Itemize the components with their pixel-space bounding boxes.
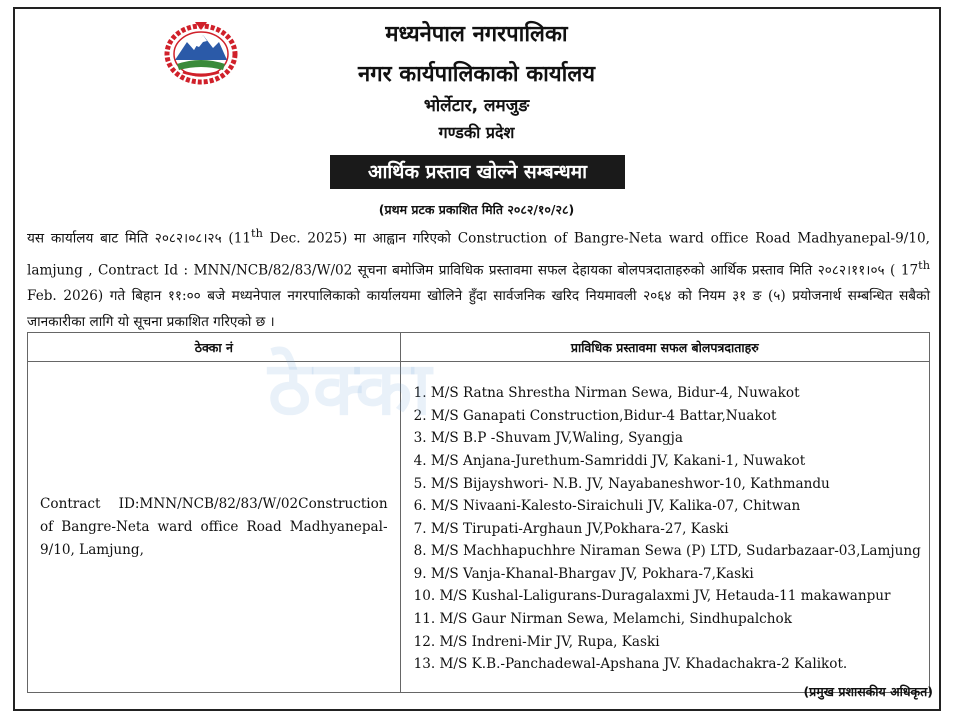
list-item: 6. M/S Nivaani-Kalesto-Siraichuli JV, Kalika-07, Chitwan [413, 498, 801, 515]
contract-id-cell: Contract ID:MNN/NCB/82/83/W/02Construction of Bangre-Neta ward office Road Madhyanepal-9/10, Lamjung, [28, 362, 401, 693]
table-header-row [28, 333, 930, 362]
list-item: 9. M/S Vanja-Khanal-Bhargav JV, Pokhara-7,Kaski [413, 565, 754, 582]
office-name: नगर कार्यपालिकाको कार्यालय [358, 62, 595, 87]
list-item: 4. M/S Anjana-Jurethum-Samriddi JV, Kakani-1, Nuwakot [413, 452, 806, 469]
successful-bidders-header: प्राविधिक प्रस्तावमा सफल बोलपत्रदाताहरु [400, 333, 929, 362]
list-item: 7. M/S Tirupati-Arghaun JV,Pokhara-27, Kaski [413, 520, 729, 537]
watermark-logo: ठेक्का [268, 346, 434, 432]
list-item: 12. M/S Indreni-Mir JV, Rupa, Kaski [413, 633, 660, 650]
bidders-table [27, 332, 930, 693]
notice-body-part-c: Feb. 2026) गते बिहान ११:०० बजे मध्यनेपाल नगरपालिकाको कार्यालयमा खोलिने हुँदा सार्वजनिक खरिद नियमावली २०६४ को नियम ३१ ङ (५) प्रयोजनार्थ सम्बन्धित सबैको जानकारीका लागि यो सूचना प्रकाशित गरिएको छ । [27, 288, 930, 331]
notice-body-part-a: यस कार्यालय बाट मिति २०८२।०८।२५ (11 [27, 230, 252, 247]
contract-no-header: ठेक्का नं [28, 333, 401, 362]
list-item: 2. M/S Ganapati Construction,Bidur-4 Battar,Nuakot [413, 407, 777, 424]
list-item: 5. M/S Bijayshwori- N.B. JV, Nayabaneshwor-10, Kathmandu [413, 475, 830, 492]
list-item: 13. M/S K.B.-Panchadewal-Apshana JV. Khadachakra-2 Kalikot. [413, 656, 848, 673]
list-item: 1. M/S Ratna Shrestha Nirman Sewa, Bidur-4, Nuwakot [413, 385, 800, 402]
province-name: गण्डकी प्रदेश [438, 123, 515, 142]
publication-date: (प्रथम प्रटक प्रकाशित मिति २०८२/१०/२८) [378, 202, 575, 217]
bidders-cell [400, 362, 929, 693]
list-item: 8. M/S Machhapuchhre Niraman Sewa (P) LTD, Sudarbazaar-03,Lamjung [413, 543, 921, 560]
bidders-list [402, 374, 928, 680]
list-item: 3. M/S B.P -Shuvam JV,Waling, Syangja [413, 430, 683, 447]
table-row [28, 362, 930, 693]
notice-body-sup-2: th [918, 257, 930, 272]
notice-body-sup-1: th [251, 226, 263, 240]
list-item: 11. M/S Gaur Nirman Sewa, Melamchi, Sindhupalchok [413, 611, 792, 628]
notice-body [27, 220, 930, 335]
notice-title: आर्थिक प्रस्ताव खोल्ने सम्बन्धमा [330, 155, 625, 189]
municipality-name: मध्यनेपाल नगरपालिका [385, 22, 568, 47]
signatory-title: (प्रमुख प्रशासकीय अधिकृत) [803, 684, 933, 699]
office-location: भोर्लेटार, लमजुङ [423, 96, 530, 116]
notice-body-part-b: Dec. 2025) मा आह्वान गरिएको Construction of Bangre-Neta ward office Road Madhyanepal-9/10, lamjung , Contract Id : MNN/NCB/82/83/W/02 सूचना बमोजिम प्राविधिक प्रस्तावमा सफल देहायका बोलपत्रदाताहरुको आर्थिक प्रस्ताव मिति २०८२।११।०५ ( 17 [27, 230, 930, 279]
list-item: 10. M/S Kushal-Laligurans-Duragalaxmi JV, Hetauda-11 makawanpur [413, 588, 891, 605]
